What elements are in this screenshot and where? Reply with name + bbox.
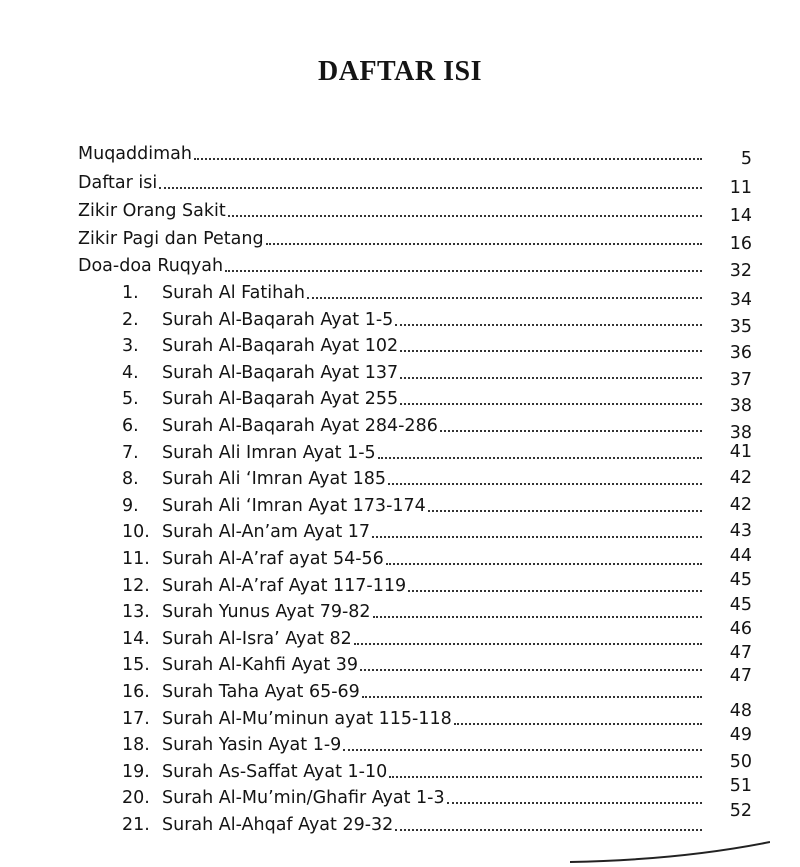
toc-page-number: 51 — [729, 776, 752, 796]
toc-row — [122, 493, 706, 517]
toc-item-label: Muqaddimah — [78, 144, 192, 164]
toc-row — [122, 360, 706, 384]
toc-item-number: 11. — [122, 549, 150, 569]
toc-item-number: 1. — [122, 283, 139, 303]
toc-page-number: 45 — [729, 595, 752, 615]
toc-item-label: Surah Al-A’raf Ayat 117-119 — [162, 576, 407, 596]
toc-page-number: 47 — [729, 643, 752, 663]
dot-leader — [228, 214, 702, 217]
toc-row — [122, 280, 706, 304]
toc-item-number: 13. — [122, 602, 150, 622]
toc-item-label: Surah Al-Baqarah Ayat 284-286 — [162, 416, 438, 436]
dot-leader — [225, 269, 702, 272]
toc-item-label: Surah Al-Baqarah Ayat 255 — [162, 389, 399, 409]
toc-item-number: 16. — [122, 682, 150, 702]
toc-page-number: 43 — [729, 521, 752, 541]
dot-leader — [454, 722, 702, 725]
toc-item-label: Surah Al-Ahqaf Ayat 29-32 — [162, 815, 394, 835]
toc-page-number: 11 — [729, 178, 752, 198]
toc-item-label: Surah Al-Kahfi Ayat 39 — [162, 655, 359, 675]
dot-leader — [386, 562, 702, 565]
dot-leader — [307, 296, 702, 299]
dot-leader — [372, 535, 702, 538]
toc-row — [78, 170, 706, 194]
dot-leader — [266, 242, 702, 245]
toc-item-label: Daftar isi — [78, 173, 158, 193]
toc-item-number: 14. — [122, 629, 150, 649]
toc-page-number: 47 — [729, 666, 752, 686]
toc-row — [78, 226, 706, 250]
toc-item-label: Surah Ali Imran Ayat 1-5 — [162, 443, 376, 463]
toc-row — [122, 599, 706, 623]
toc-row — [122, 759, 706, 783]
dot-leader — [343, 748, 702, 751]
toc-page-number: 41 — [729, 442, 752, 462]
toc-page-number: 44 — [729, 546, 752, 566]
toc-row — [78, 141, 706, 165]
toc-item-label: Surah Al-A’raf ayat 54-56 — [162, 549, 384, 569]
dot-leader — [395, 828, 702, 831]
toc-page-number: 5 — [740, 149, 752, 169]
toc-page-number: 52 — [729, 801, 752, 821]
toc-item-number: 8. — [122, 469, 139, 489]
toc-row — [122, 732, 706, 756]
toc-page-number: 38 — [729, 423, 752, 443]
toc-item-label: Surah Al Fatihah — [162, 283, 305, 303]
toc-row — [78, 253, 706, 277]
toc-item-label: Surah As-Saffat Ayat 1-10 — [162, 762, 388, 782]
toc-page-number: 37 — [729, 370, 752, 390]
toc-row — [122, 307, 706, 331]
dot-leader — [378, 456, 702, 459]
toc-row — [122, 333, 706, 357]
toc-item-label: Zikir Orang Sakit — [78, 201, 226, 221]
toc-item-label: Surah Al-Isra’ Ayat 82 — [162, 629, 352, 649]
dot-leader — [388, 482, 702, 485]
dot-leader — [428, 509, 702, 512]
toc-item-number: 9. — [122, 496, 139, 516]
toc-row — [122, 413, 706, 437]
toc-page-number: 38 — [729, 396, 752, 416]
toc-item-number: 19. — [122, 762, 150, 782]
page-title: DAFTAR ISI — [318, 56, 482, 87]
toc-page-number: 46 — [729, 619, 752, 639]
toc-item-number: 10. — [122, 522, 150, 542]
toc-row — [122, 652, 706, 676]
toc-item-number: 15. — [122, 655, 150, 675]
dot-leader — [400, 402, 702, 405]
toc-item-number: 20. — [122, 788, 150, 808]
toc-row — [122, 519, 706, 543]
toc-item-label: Surah Al-Baqarah Ayat 1-5 — [162, 310, 394, 330]
dot-leader — [194, 157, 702, 160]
toc-row — [122, 386, 706, 410]
toc-item-label: Surah Taha Ayat 65-69 — [162, 682, 360, 702]
toc-item-number: 4. — [122, 363, 139, 383]
dot-leader — [354, 642, 702, 645]
toc-item-label: Surah Al-Baqarah Ayat 102 — [162, 336, 399, 356]
dot-leader — [400, 376, 702, 379]
toc-page-number: 48 — [729, 701, 752, 721]
toc-page-number: 42 — [729, 468, 752, 488]
toc-page-number: 36 — [729, 343, 752, 363]
toc-item-label: Surah Al-Mu’minun ayat 115-118 — [162, 709, 452, 729]
toc-row — [122, 626, 706, 650]
toc-row — [122, 466, 706, 490]
dot-leader — [389, 775, 702, 778]
toc-item-label: Surah Ali ‘Imran Ayat 173-174 — [162, 496, 426, 516]
dot-leader — [395, 323, 702, 326]
toc-item-number: 18. — [122, 735, 150, 755]
toc-item-number: 17. — [122, 709, 150, 729]
toc-item-label: Surah Al-An’am Ayat 17 — [162, 522, 371, 542]
toc-item-number: 5. — [122, 389, 139, 409]
dot-leader — [400, 349, 702, 352]
toc-page-number: 49 — [729, 725, 752, 745]
toc-row — [122, 679, 706, 703]
toc-row — [122, 706, 706, 730]
toc-row — [122, 546, 706, 570]
dot-leader — [440, 429, 702, 432]
toc-item-number: 3. — [122, 336, 139, 356]
toc-item-number: 7. — [122, 443, 139, 463]
dot-leader — [362, 695, 702, 698]
dot-leader — [447, 801, 702, 804]
page-curl-line — [570, 840, 770, 867]
dot-leader — [373, 615, 702, 618]
toc-page-number: 16 — [729, 234, 752, 254]
toc-item-label: Surah Al-Mu’min/Ghafir Ayat 1-3 — [162, 788, 445, 808]
toc-page-number: 32 — [729, 261, 752, 281]
toc-item-label: Doa-doa Ruqyah — [78, 256, 224, 276]
toc-row — [78, 198, 706, 222]
toc-item-number: 21. — [122, 815, 150, 835]
toc-row — [122, 785, 706, 809]
toc-item-number: 12. — [122, 576, 150, 596]
toc-item-label: Zikir Pagi dan Petang — [78, 229, 264, 249]
toc-row — [122, 812, 706, 836]
toc-page-number: 45 — [729, 570, 752, 590]
dot-leader — [408, 589, 702, 592]
toc-item-number: 6. — [122, 416, 139, 436]
dot-leader — [159, 186, 702, 189]
toc-item-label: Surah Yunus Ayat 79-82 — [162, 602, 371, 622]
toc-page-number: 35 — [729, 317, 752, 337]
toc-page-number: 50 — [729, 752, 752, 772]
toc-row — [122, 573, 706, 597]
toc-item-label: Surah Ali ‘Imran Ayat 185 — [162, 469, 387, 489]
toc-item-label: Surah Yasin Ayat 1-9 — [162, 735, 342, 755]
toc-row — [122, 440, 706, 464]
toc-page-number: 14 — [729, 206, 752, 226]
toc-item-number: 2. — [122, 310, 139, 330]
toc-page-number: 42 — [729, 495, 752, 515]
dot-leader — [360, 668, 702, 671]
toc-item-label: Surah Al-Baqarah Ayat 137 — [162, 363, 399, 383]
toc-page-number: 34 — [729, 290, 752, 310]
